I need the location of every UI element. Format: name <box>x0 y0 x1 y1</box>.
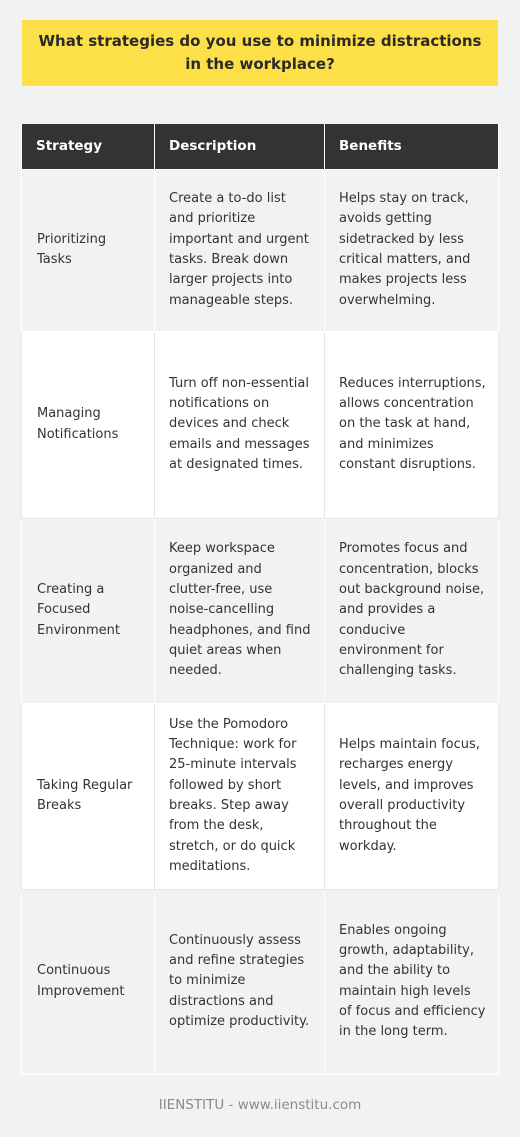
table-row <box>22 331 499 518</box>
table-row <box>22 518 499 703</box>
benefits-cell: Promotes focus and concentration, blocks out background noise, and provides a conducive environment for challenging tasks. <box>325 518 499 703</box>
strategy-cell: Managing Notifications <box>22 331 155 518</box>
description-cell: Use the Pomodoro Technique: work for 25-minute intervals followed by short breaks. Step away from the desk, stretch, or do quick meditations. <box>155 703 325 889</box>
header-description: Description <box>155 124 325 169</box>
table-row <box>22 889 499 1074</box>
strategy-cell: Prioritizing Tasks <box>22 169 155 331</box>
benefits-cell: Reduces interruptions, allows concentration on the task at hand, and minimizes constant disruptions. <box>325 331 499 518</box>
footer-credit: IIENSTITU - www.iienstitu.com <box>158 1097 362 1113</box>
strategies-table <box>21 124 499 1075</box>
description-cell: Continuously assess and refine strategies to minimize distractions and optimize productivity. <box>155 889 325 1074</box>
table-row <box>22 169 499 331</box>
description-cell: Keep workspace organized and clutter-free, use noise-cancelling headphones, and find quiet areas when needed. <box>155 518 325 703</box>
table-row <box>22 703 499 889</box>
strategy-cell: Continuous Improvement <box>22 889 155 1074</box>
strategy-cell: Creating a Focused Environment <box>22 518 155 703</box>
description-cell: Turn off non-essential notifications on devices and check emails and messages at designated times. <box>155 331 325 518</box>
strategy-cell: Taking Regular Breaks <box>22 703 155 889</box>
header-benefits: Benefits <box>325 124 499 169</box>
description-cell: Create a to-do list and prioritize important and urgent tasks. Break down larger projects into manageable steps. <box>155 169 325 331</box>
benefits-cell: Helps stay on track, avoids getting sidetracked by less critical matters, and makes projects less overwhelming. <box>325 169 499 331</box>
title-banner <box>22 20 498 86</box>
benefits-cell: Enables ongoing growth, adaptability, and the ability to maintain high levels of focus and efficiency in the long term. <box>325 889 499 1074</box>
table-header-row <box>22 124 499 169</box>
benefits-cell: Helps maintain focus, recharges energy levels, and improves overall productivity throughout the workday. <box>325 703 499 889</box>
page-title: What strategies do you use to minimize distractions in the workplace? <box>38 32 482 73</box>
header-strategy: Strategy <box>22 124 155 169</box>
